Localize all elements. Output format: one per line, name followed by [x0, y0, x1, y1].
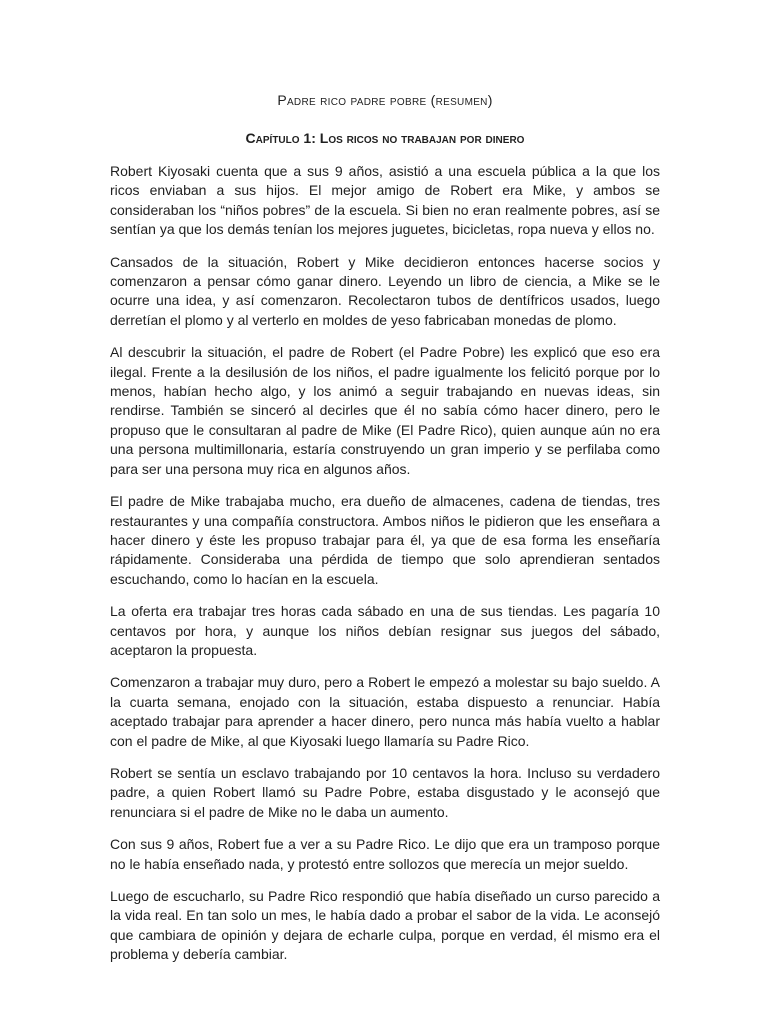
paragraph-7: Robert se sentía un esclavo trabajando por 10 centavos la hora. Incluso su verdadero padre, a quien Robert llamó su Padre Pobre, estaba disgustado y le aconsejó que renunciara si el padre de Mike no le daba un aumento. [110, 764, 660, 820]
paragraph-6: Comenzaron a trabajar muy duro, pero a Robert le empezó a molestar su bajo sueldo. A la cuarta semana, enojado con la situación, estaba dispuesto a renunciar. Había aceptado trabajar para aprender a hacer dinero, pero nunca más había vuelto a hablar con el padre de Mike, al que Kiyosaki luego llamaría su Padre Rico. [110, 674, 660, 749]
paragraph-1: Robert Kiyosaki cuenta que a sus 9 años, asistió a una escuela pública a la que los ricos enviaban a sus hijos. El mejor amigo de Robert era Mike, y ambos se consideraban los “niños pobres” de la escuela. Si bien no eran realmente pobres, así se sentían ya que los demás tenían los mejores juguetes, bicicletas, ropa nueva y ellos no. [110, 163, 660, 238]
paragraph-5: La oferta era trabajar tres horas cada sábado en una de sus tiendas. Les pagaría 10 centavos por hora, y aunque los niños debían resignar sus juegos del sábado, aceptaron la propuesta. [110, 603, 660, 658]
paragraph-2: Cansados de la situación, Robert y Mike decidieron entonces hacerse socios y comenzaron a pensar cómo ganar dinero. Leyendo un libro de ciencia, a Mike se le ocurre una idea, y así comenzaron. Recolectaron tubos de dentífricos usados, luego derretían el plomo y al verterlo en moldes de yeso fabricaban monedas de plomo. [110, 253, 660, 328]
document-title: Padre rico padre pobre (resumen) [277, 92, 493, 108]
paragraph-9: Luego de escucharlo, su Padre Rico respondió que había diseñado un curso parecido a la vida real. En tan solo un mes, le había dado a probar el sabor de la vida. Le aconsejó que cambiara de opinión y dejara de echarle culpa, porque en verdad, él mismo era el problema y debería cambiar. [110, 888, 660, 963]
paragraph-8: Con sus 9 años, Robert fue a ver a su Padre Rico. Le dijo que era un tramposo porque no le había enseñado nada, y protestó entre sollozos que merecía un mejor sueldo. [110, 836, 660, 872]
document-page [110, 92, 660, 978]
paragraph-4: El padre de Mike trabajaba mucho, era dueño de almacenes, cadena de tiendas, tres restaurantes y una compañía constructora. Ambos niños le pidieron que les enseñara a hacer dinero y éste les propuso trabajar para él, ya que de esa forma les enseñaría rápidamente. Consideraba una pérdida de tiempo que solo aprendieran sentados escuchando, como lo hacían en la escuela. [110, 493, 660, 587]
paragraph-3: Al descubrir la situación, el padre de Robert (el Padre Pobre) les explicó que eso era ilegal. Frente a la desilusión de los niños, el padre igualmente los felicitó porque por lo menos, habían hecho algo, y los animó a seguir trabajando en nuevas ideas, sin rendirse. También se sinceró al decirles que él no sabía cómo hacer dinero, pero le propuso que le consultaran al padre de Mike (El Padre Rico), quien aunque aún no era una persona multimillonaria, estaría construyendo un gran imperio y se perfilaba como para ser una persona muy rica en algunos años. [110, 344, 660, 477]
chapter-title: Capítulo 1: Los ricos no trabajan por dinero [245, 130, 525, 146]
